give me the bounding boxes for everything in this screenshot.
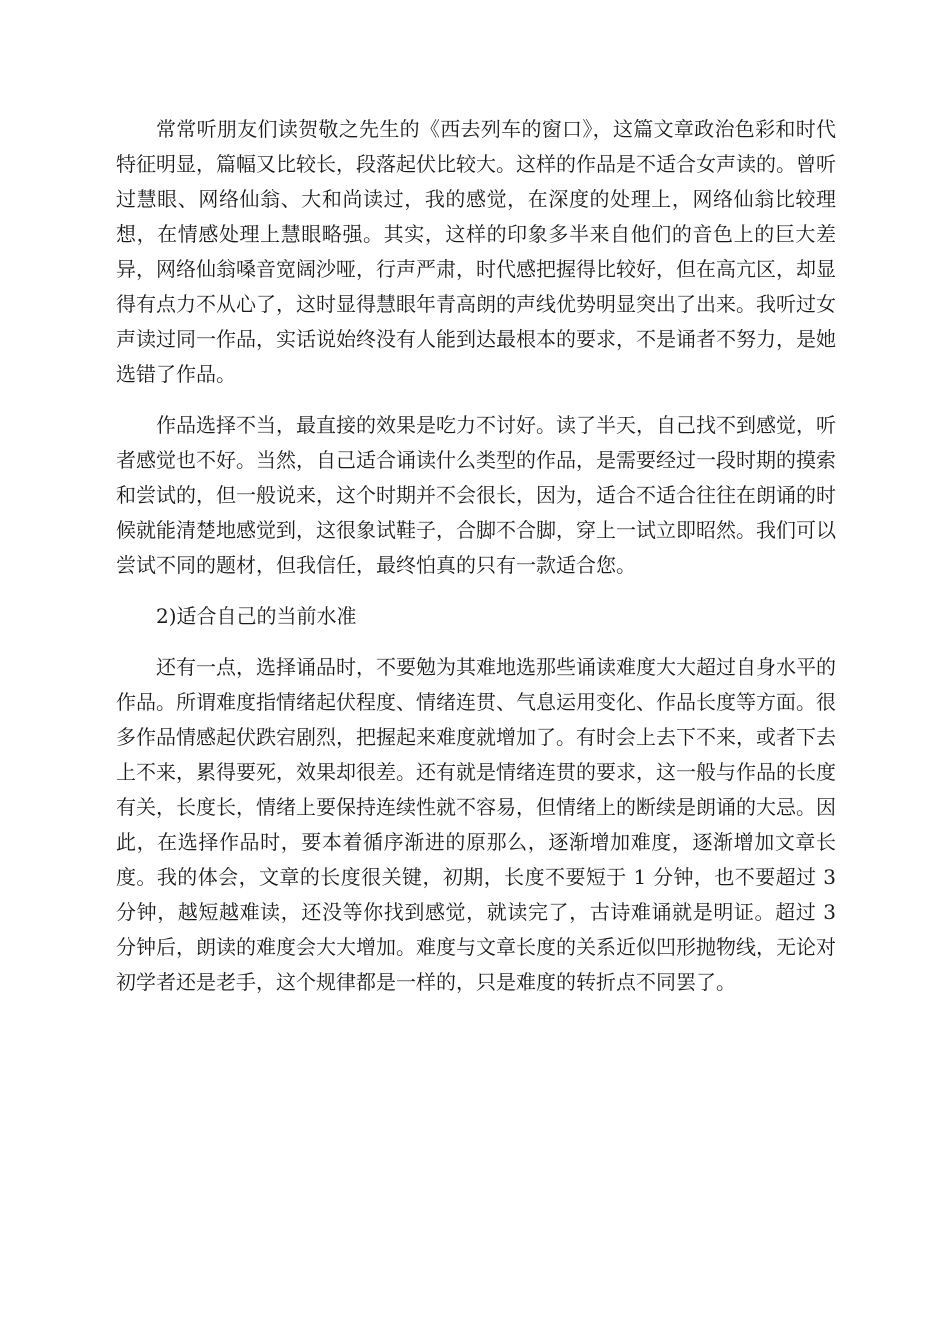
document-body (116, 112, 836, 1016)
paragraph-2: 作品选择不当，最直接的效果是吃力不讨好。读了半天，自己找不到感觉，听者感觉也不好。当然，自己适合诵读什么类型的作品，是需要经过一段时期的摸索和尝试的，但一般说来，这个时期并不会很长，因为，适合不适合往往在朗诵的时候就能清楚地感觉到，这很象试鞋子，合脚不合脚，穿上一试立即昭然。我们可以尝试不同的题材，但我信任，最终怕真的只有一款适合您。 (116, 413, 836, 577)
paragraph-3: 还有一点，选择诵品时，不要勉为其难地选那些诵读难度大大超过自身水平的作品。所谓难度指情绪起伏程度、情绪连贯、气息运用变化、作品长度等方面。很多作品情感起伏跌宕剧烈，把握起来难度就增加了。有时会上去下不来，或者下去上不来，累得要死，效果却很差。还有就是情绪连贯的要求，这一般与作品的长度有关，长度长，情绪上要保持连续性就不容易，但情绪上的断续是朗诵的大忌。因此，在选择作品时，要本着循序渐进的原那么，逐渐增加难度，逐渐增加文章长度。我的体会，文章的长度很关键，初期，长度不要短于 1 分钟，也不要超过 3 分钟，越短越难读，还没等你找到感觉，就读完了，古诗难诵就是明证。超过 3 分钟后，朗读的难度会大大增加。难度与文章长度的关系近似凹形抛物线，无论对初学者还是老手，这个规律都是一样的，只是难度的转折点不同罢了。 (116, 655, 836, 994)
section-heading: 2)适合自己的当前水准 (156, 604, 357, 628)
paragraph-1: 常常听朋友们读贺敬之先生的《西去列车的窗口》，这篇文章政治色彩和时代特征明显，篇幅又比较长，段落起伏比较大。这样的作品是不适合女声读的。曾听过慧眼、网络仙翁、大和尚读过，我的感觉，在深度的处理上，网络仙翁比较理想，在情感处理上慧眼略强。其实，这样的印象多半来自他们的音色上的巨大差异，网络仙翁嗓音宽阔沙哑，行声严肃，时代感把握得比较好，但在高亢区，却显得有点力不从心了，这时显得慧眼年青高朗的声线优势明显突出了出来。我听过女声读过同一作品，实话说始终没有人能到达最根本的要求，不是诵者不努力，是她选错了作品。 (116, 117, 836, 386)
